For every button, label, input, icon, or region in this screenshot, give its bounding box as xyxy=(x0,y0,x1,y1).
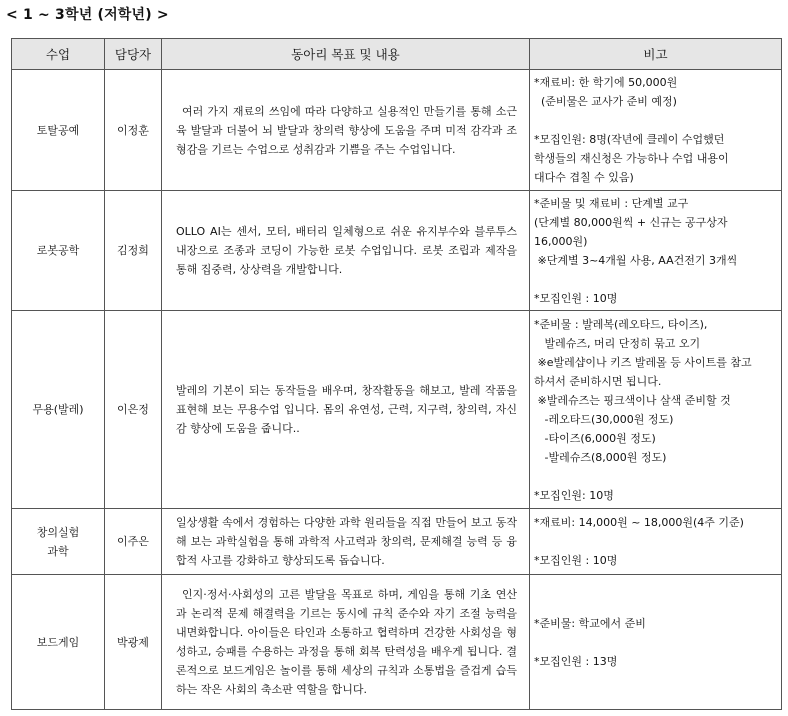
note-line: 대다수 겹칠 수 있음) xyxy=(534,171,634,184)
subject-cell xyxy=(12,575,105,710)
subject-name: 과학 xyxy=(47,544,69,558)
note-line: ※단계별 3~4개월 사용, AA건전기 3개씩 xyxy=(534,253,738,267)
notes-cell xyxy=(530,70,782,191)
note-line xyxy=(534,467,777,486)
subject-name: 토탈공예 xyxy=(36,123,80,137)
note-line: *준비물 : 발레복(레오타드, 타이즈), xyxy=(534,317,708,331)
note-line: *모집인원 : 10명 xyxy=(534,554,618,567)
note-line: 학생들의 재신청은 가능하나 수업 내용이 xyxy=(534,152,729,165)
table-row xyxy=(12,70,782,191)
note-line: *준비물: 학교에서 준비 xyxy=(534,616,646,630)
note-line: (단계별 80,000원씩 + 신규는 공구상자 xyxy=(534,215,728,229)
subject-cell xyxy=(12,311,105,509)
table-row xyxy=(12,311,782,509)
content-text: OLLO AI는 센서, 모터, 배터리 일체형으로 쉬운 유지부수와 블루투스 내장으로 조종과 코딩이 가능한 로봇 수업입니다. 로봇 조립과 제작을 통해 집중력, 상상력을 개발합니다. xyxy=(176,225,517,276)
note-line: 하셔서 준비하시면 됩니다. xyxy=(534,374,662,388)
note-line: *모집인원 : 13명 xyxy=(534,654,618,668)
table-row xyxy=(12,575,782,710)
note-line: 16,000원) xyxy=(534,234,588,248)
header-subject: 수업 xyxy=(12,39,105,70)
note-line: (준비물은 교사가 준비 예정) xyxy=(534,95,677,108)
header-content: 동아리 목표 및 내용 xyxy=(162,39,530,70)
table-header-row xyxy=(12,39,782,70)
header-notes: 비고 xyxy=(530,39,782,70)
club-table xyxy=(11,38,782,710)
content-cell xyxy=(162,70,530,191)
note-line: *준비물 및 재료비 : 단계별 교구 xyxy=(534,196,689,210)
note-line xyxy=(534,532,777,551)
table-row xyxy=(12,509,782,575)
header-teacher: 담당자 xyxy=(105,39,162,70)
note-line: *모집인원: 8명(작년에 클레이 수업했던 xyxy=(534,133,725,146)
content-text: 발레의 기본이 되는 동작들을 배우며, 창작활동을 해보고, 발레 작품을 표현해 보는 무용수업 입니다. 몸의 유연성, 근력, 지구력, 창의력, 자신감 향상에 도움을 줍니다.. xyxy=(176,384,517,435)
teacher-cell: 이정훈 xyxy=(105,70,162,191)
note-line: -타이즈(6,000원 정도) xyxy=(534,431,656,445)
content-cell xyxy=(162,311,530,509)
note-line: 발레슈즈, 머리 단정히 묶고 오기 xyxy=(534,336,701,350)
content-cell xyxy=(162,575,530,710)
notes-cell xyxy=(530,191,782,311)
note-line: -발레슈즈(8,000원 정도) xyxy=(534,450,667,464)
note-line: *모집인원: 10명 xyxy=(534,488,614,502)
notes-cell xyxy=(530,509,782,575)
subject-cell xyxy=(12,70,105,191)
note-line: ※발레슈즈는 핑크색이나 살색 준비할 것 xyxy=(534,393,731,407)
note-line: ※e발레샵이나 키즈 발레몰 등 사이트를 참고 xyxy=(534,355,752,369)
content-cell xyxy=(162,191,530,311)
table-row xyxy=(12,191,782,311)
teacher-cell: 이은정 xyxy=(105,311,162,509)
teacher-cell: 이주은 xyxy=(105,509,162,575)
note-line xyxy=(534,270,777,289)
note-line: *재료비: 14,000원 ~ 18,000원(4주 기준) xyxy=(534,516,744,529)
note-line: -레오타드(30,000원 정도) xyxy=(534,412,674,426)
teacher-cell: 김정희 xyxy=(105,191,162,311)
content-text: 여러 가지 재료의 쓰임에 따라 다양하고 실용적인 만들기를 통해 소근육 발달과 더불어 뇌 발달과 창의력 향상에 도움을 주며 미적 감각과 조형감을 기르는 수업으로 성취감과 기쁨을 주는 수업입니다. xyxy=(176,104,517,156)
note-line xyxy=(534,111,777,130)
content-text: 인지·정서·사회성의 고른 발달을 목표로 하며, 게임을 통해 기초 연산과 논리적 문제 해결력을 기르는 동시에 규칙 준수와 자기 조절 능력을 내면화합니다. 아이들은 타인과 소통하고 협력하며 건강한 사회성을 형성하고, 승패를 수용하는 과정을 통해 회복 탄력성을 배우게 됩니다. 결론적으로 보드게임은 놀이를 통해 세상의 규칙과 소통법을 즐겁게 습득하는 작은 사회의 축소판 역할을 합니다. xyxy=(176,588,517,696)
subject-cell xyxy=(12,509,105,575)
notes-cell xyxy=(530,575,782,710)
subject-name: 창의실험 xyxy=(36,525,80,539)
page-heading: < 1 ~ 3학년 (저학년) > xyxy=(6,7,169,23)
content-text: 일상생활 속에서 경험하는 다양한 과학 원리들을 직접 만들어 보고 동작해 보는 과학실험을 통해 과학적 사고력과 창의력, 문제해결 능력 등 융합적 사고를 강화하고 향상되도록 돕습니다. xyxy=(176,516,517,567)
notes-cell xyxy=(530,311,782,509)
subject-name: 무용(발레) xyxy=(32,403,84,416)
teacher-cell: 박광제 xyxy=(105,575,162,710)
note-line: *모집인원 : 10명 xyxy=(534,291,618,305)
content-cell xyxy=(162,509,530,575)
note-line xyxy=(534,633,777,652)
note-line: *재료비: 한 학기에 50,000원 xyxy=(534,76,678,89)
subject-name: 로봇공학 xyxy=(36,244,80,257)
subject-name: 보드게임 xyxy=(36,635,80,649)
subject-cell xyxy=(12,191,105,311)
